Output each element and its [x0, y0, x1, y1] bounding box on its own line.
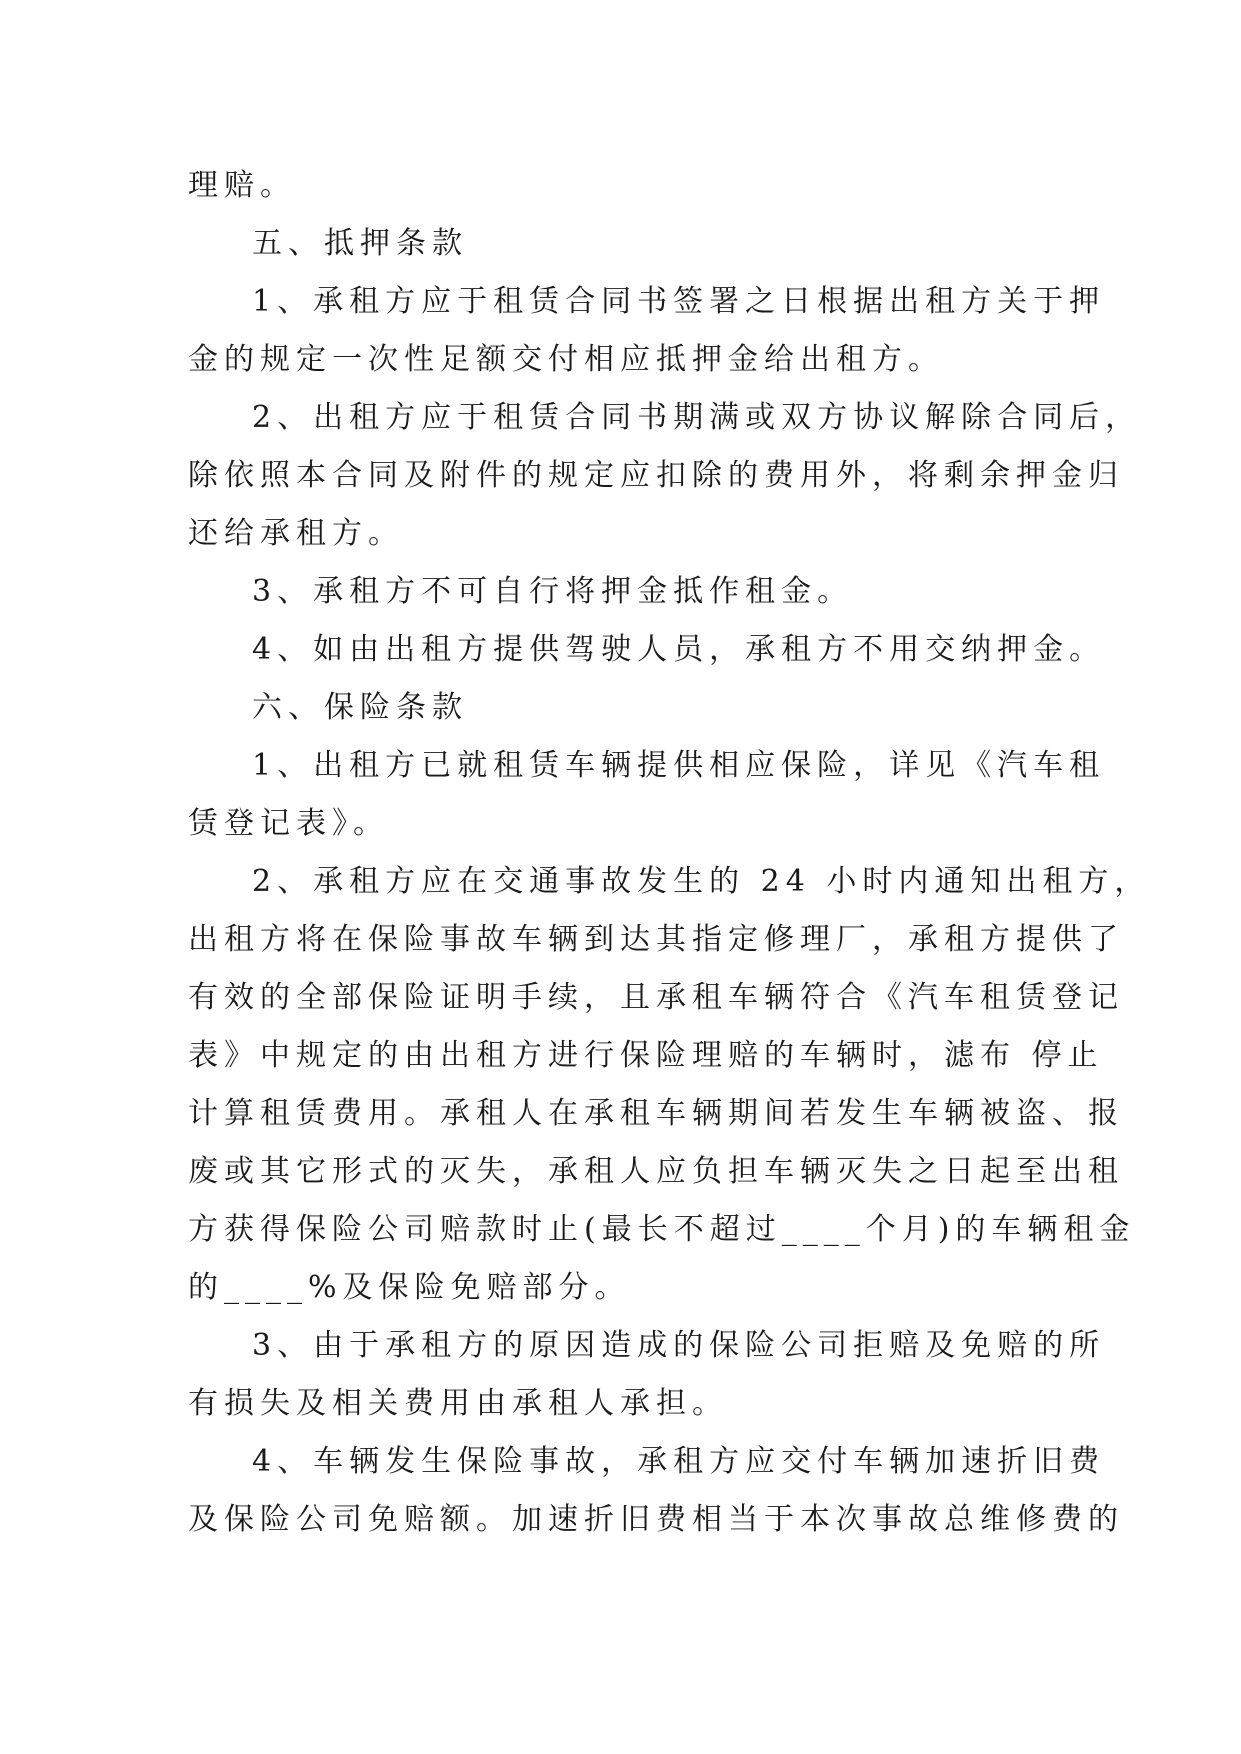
- text-line: 理赔。: [188, 168, 296, 203]
- text-line: 3、由于承租方的原因造成的保险公司拒赔及免赔的所: [252, 1328, 1106, 1363]
- text-line: 的____%及保险免赔部分。: [188, 1270, 631, 1305]
- text-line: 出租方将在保险事故车辆到达其指定修理厂，承租方提供了: [188, 922, 1124, 957]
- text-line: 废或其它形式的灭失，承租人应负担车辆灭失之日起至出租: [188, 1154, 1124, 1189]
- document-body: [188, 157, 1151, 1549]
- text-line: 2、承租方应在交通事故发生的 24 小时内通知出租方，: [252, 864, 1151, 899]
- text-line: 4、车辆发生保险事故，承租方应交付车辆加速折旧费: [252, 1444, 1106, 1479]
- text-line: 除依照本合同及附件的规定应扣除的费用外，将剩余押金归: [188, 458, 1124, 493]
- text-line: 1、承租方应于租赁合同书签署之日根据出租方关于押: [252, 284, 1106, 319]
- text-line: 赁登记表》。: [188, 806, 389, 841]
- text-line: 还给承租方。: [188, 516, 404, 551]
- text-line: 4、如由出租方提供驾驶人员，承租方不用交纳押金。: [252, 632, 1106, 667]
- text-line: 有损失及相关费用由承租人承担。: [188, 1386, 728, 1421]
- text-line: 3、承租方不可自行将押金抵作租金。: [252, 574, 854, 609]
- text-line: 有效的全部保险证明手续，且承租车辆符合《汽车租赁登记: [188, 980, 1124, 1015]
- text-line: 1、出租方已就租赁车辆提供相应保险，详见《汽车租: [252, 748, 1106, 783]
- section-heading: 五、抵押条款: [252, 226, 468, 261]
- section-heading: 六、保险条款: [252, 690, 468, 725]
- text-line: 及保险公司免赔额。加速折旧费相当于本次事故总维修费的: [188, 1502, 1124, 1537]
- text-line: 方获得保险公司赔款时止(最长不超过____个月)的车辆租金: [188, 1212, 1136, 1247]
- text-line: 2、出租方应于租赁合同书期满或双方协议解除合同后，: [252, 400, 1142, 435]
- text-line: 金的规定一次性足额交付相应抵押金给出租方。: [188, 342, 944, 377]
- text-line: 计算租赁费用。承租人在承租车辆期间若发生车辆被盗、报: [188, 1096, 1124, 1131]
- text-line: 表》中规定的由出租方进行保险理赔的车辆时，滤布 停止: [188, 1038, 1104, 1073]
